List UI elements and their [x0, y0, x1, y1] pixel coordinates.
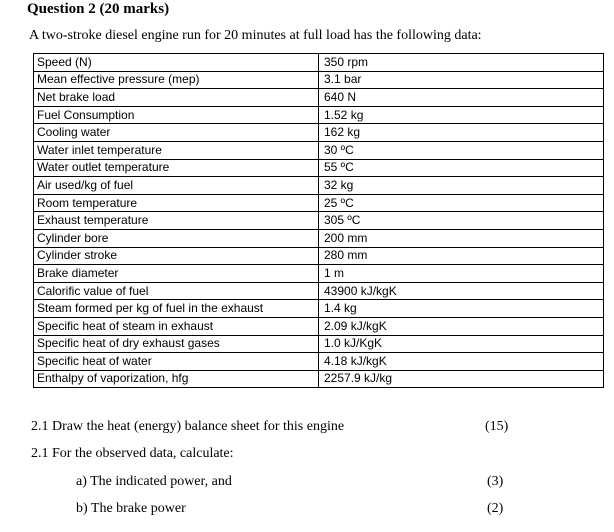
row-value: 55 ºC [319, 159, 604, 177]
table-row [34, 159, 604, 177]
row-label: Mean effective pressure (mep) [34, 71, 319, 89]
question-2-1-marks: (15) [485, 419, 509, 434]
row-value: 2257.9 kJ/kg [319, 370, 604, 388]
row-value: 162 kg [319, 124, 604, 142]
row-label: Speed (N) [34, 54, 319, 72]
row-value: 1.4 kg [319, 300, 604, 318]
table-row [34, 89, 604, 107]
row-label: Calorific value of fuel [34, 282, 319, 300]
question-2-1-calculate: 2.1 For the observed data, calculate: [31, 446, 234, 461]
row-value: 3.1 bar [319, 71, 604, 89]
table-row [34, 229, 604, 247]
table-row [34, 370, 604, 388]
row-label: Cooling water [34, 124, 319, 142]
table-row [34, 317, 604, 335]
row-label: Water outlet temperature [34, 159, 319, 177]
table-row [34, 177, 604, 195]
table-row [34, 106, 604, 124]
table-row [34, 247, 604, 265]
table-row [34, 212, 604, 230]
table-row [34, 194, 604, 212]
row-label: Fuel Consumption [34, 106, 319, 124]
intro-text: A two-stroke diesel engine run for 20 minutes at full load has the following data: [29, 28, 482, 43]
table-row [34, 282, 604, 300]
row-label: Enthalpy of vaporization, hfg [34, 370, 319, 388]
question-b-brake-power: b) The brake power [76, 501, 186, 516]
row-value: 305 ºC [319, 212, 604, 230]
row-value: 640 N [319, 89, 604, 107]
row-value: 32 kg [319, 177, 604, 195]
row-label: Room temperature [34, 194, 319, 212]
question-a-marks: (3) [487, 474, 504, 489]
row-label: Specific heat of water [34, 353, 319, 371]
question-b-marks: (2) [487, 501, 504, 516]
row-value: 30 ºC [319, 141, 604, 159]
row-value: 200 mm [319, 229, 604, 247]
row-value: 2.09 kJ/kgK [319, 317, 604, 335]
table-row [34, 124, 604, 142]
row-value: 280 mm [319, 247, 604, 265]
row-label: Water inlet temperature [34, 141, 319, 159]
table-row [34, 54, 604, 72]
question-heading: Question 2 (20 marks) [27, 1, 170, 17]
row-value: 1 m [319, 265, 604, 283]
table-row [34, 71, 604, 89]
table-row [34, 300, 604, 318]
row-label: Specific heat of dry exhaust gases [34, 335, 319, 353]
question-a-indicated-power: a) The indicated power, and [76, 474, 232, 489]
engine-data-table [33, 53, 604, 388]
row-value: 1.0 kJ/KgK [319, 335, 604, 353]
row-value: 43900 kJ/kgK [319, 282, 604, 300]
table-row [34, 265, 604, 283]
row-label: Net brake load [34, 89, 319, 107]
table-row [34, 353, 604, 371]
row-label: Brake diameter [34, 265, 319, 283]
row-label: Air used/kg of fuel [34, 177, 319, 195]
row-label: Cylinder stroke [34, 247, 319, 265]
row-label: Cylinder bore [34, 229, 319, 247]
row-label: Exhaust temperature [34, 212, 319, 230]
table-row [34, 335, 604, 353]
row-value: 350 rpm [319, 54, 604, 72]
question-2-1-heat-balance: 2.1 Draw the heat (energy) balance sheet for this engine [31, 419, 345, 434]
row-label: Steam formed per kg of fuel in the exhaust [34, 300, 319, 318]
row-value: 4.18 kJ/kgK [319, 353, 604, 371]
table-row [34, 141, 604, 159]
row-value: 1.52 kg [319, 106, 604, 124]
row-value: 25 ºC [319, 194, 604, 212]
row-label: Specific heat of steam in exhaust [34, 317, 319, 335]
